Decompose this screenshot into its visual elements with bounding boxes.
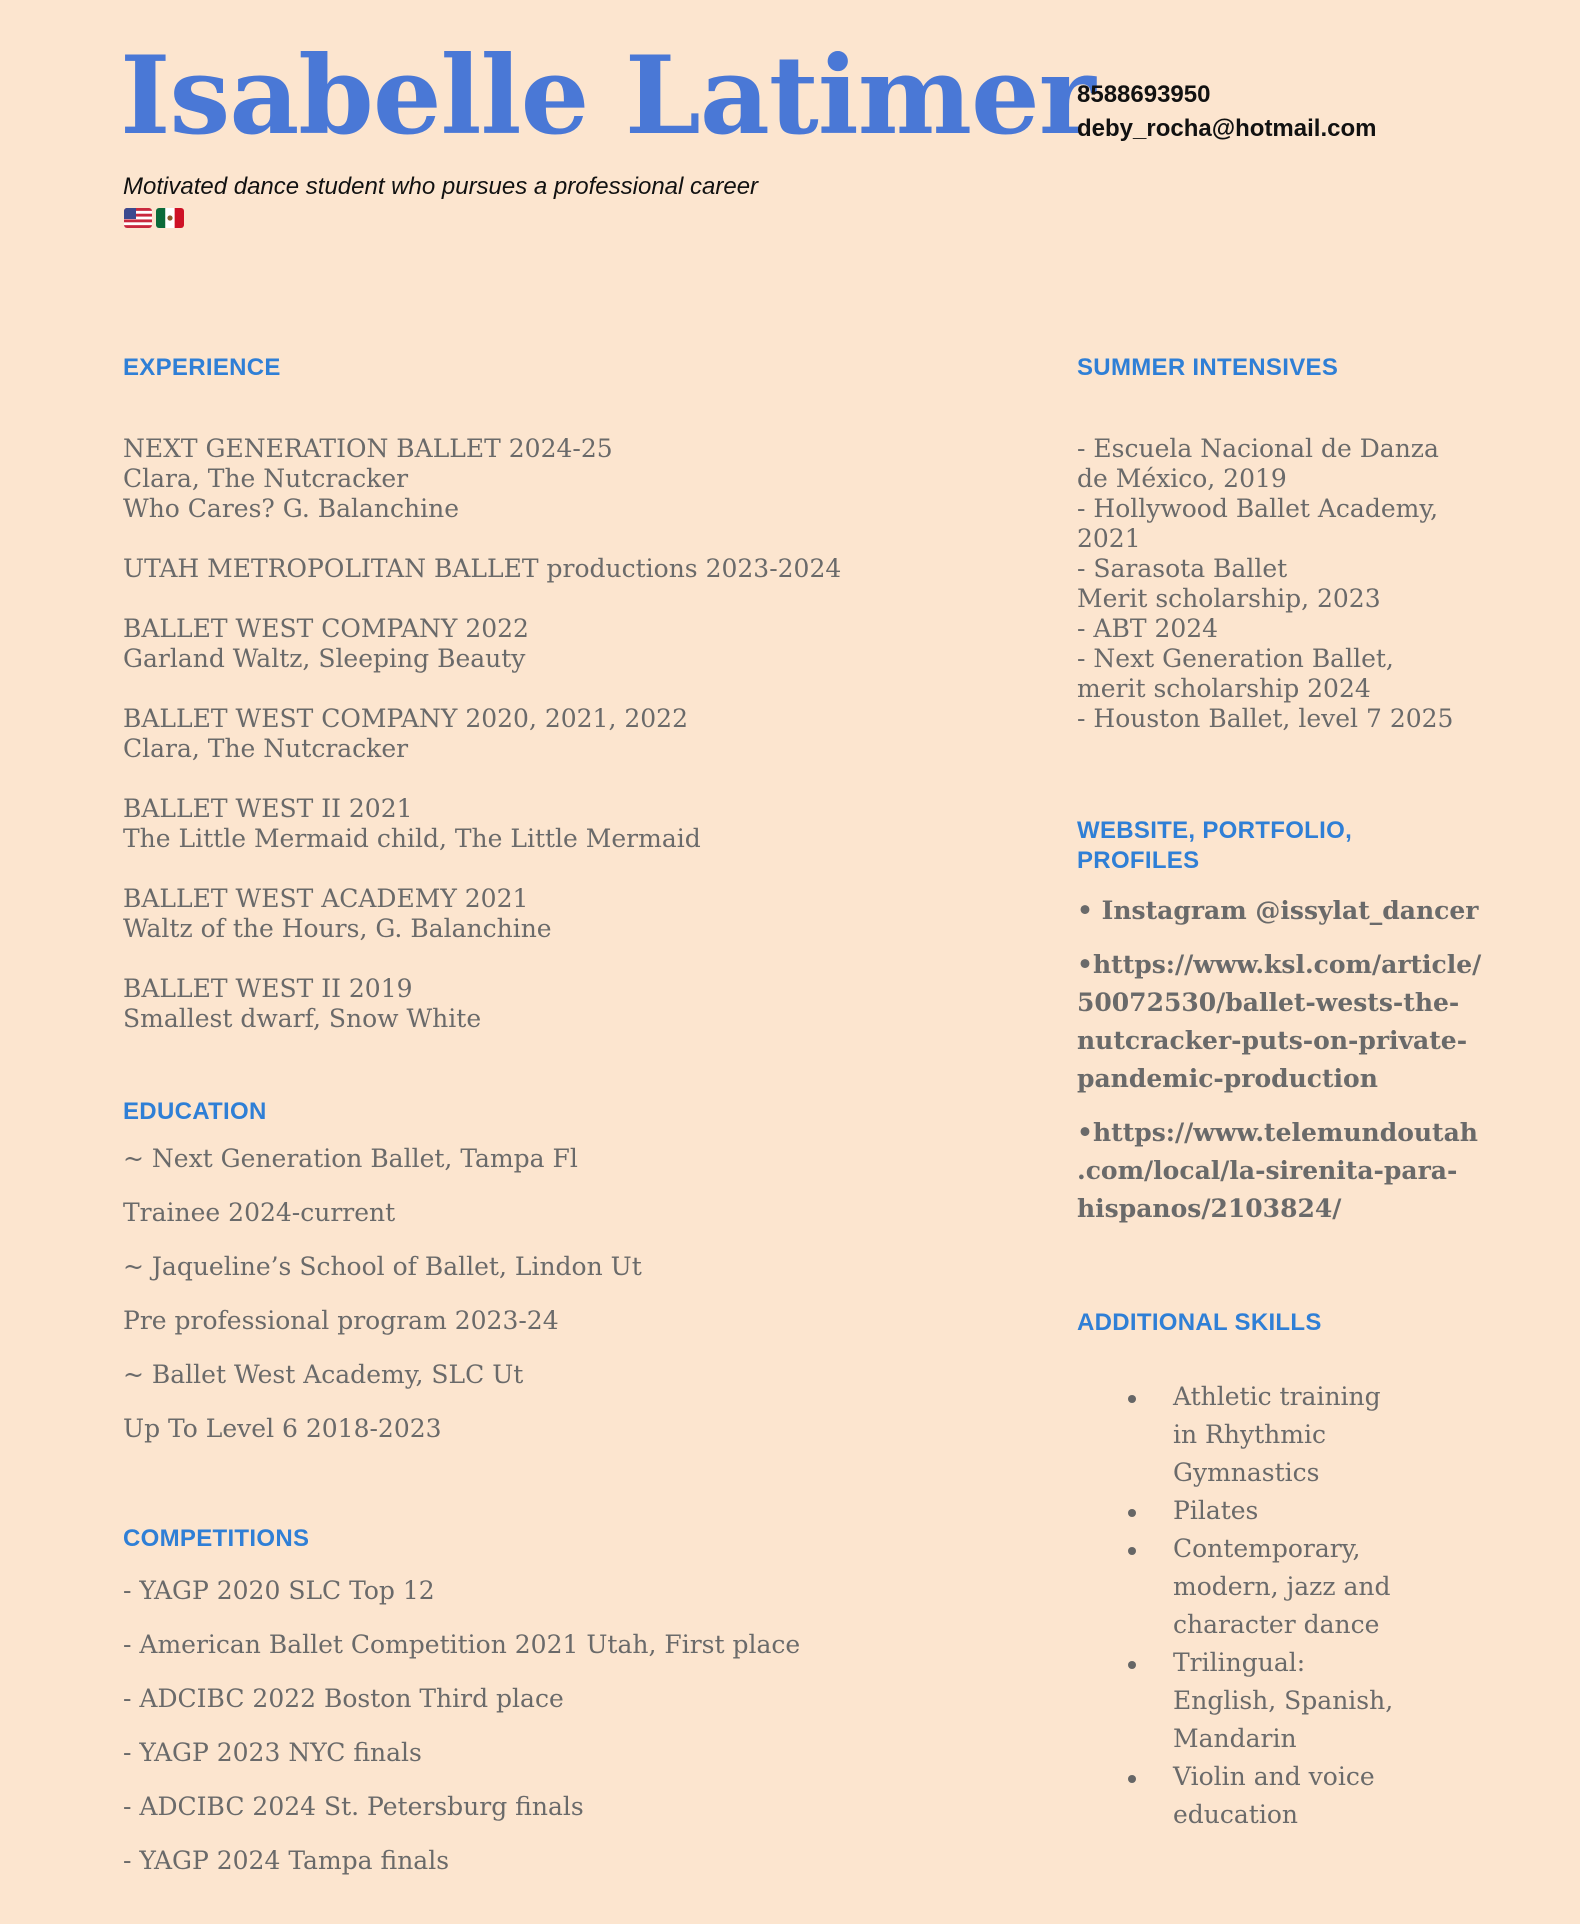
competition-line: - YAGP 2023 NYC finals xyxy=(123,1738,422,1767)
email-address: deby_rocha@hotmail.com xyxy=(1077,115,1377,142)
contact-info xyxy=(1077,78,1376,146)
experience-line: UTAH METROPOLITAN BALLET productions 2023-2024 xyxy=(123,554,842,583)
phone-number: 8588693950 xyxy=(1077,81,1211,108)
summer-line: - Next Generation Ballet, xyxy=(1077,644,1394,673)
competition-line: - YAGP 2020 SLC Top 12 xyxy=(123,1576,435,1605)
experience-line: BALLET WEST COMPANY 2020, 2021, 2022 xyxy=(123,704,688,733)
summer-line: - Hollywood Ballet Academy, xyxy=(1077,494,1439,523)
summer-line: - ABT 2024 xyxy=(1077,614,1219,643)
experience-line: Waltz of the Hours, G. Balanchine xyxy=(123,914,552,943)
website-heading-line: WEBSITE, PORTFOLIO, xyxy=(1077,817,1353,844)
education-line: Up To Level 6 2018-2023 xyxy=(123,1414,442,1443)
summer-line: - Sarasota Ballet xyxy=(1077,554,1288,583)
education-line: Trainee 2024-current xyxy=(123,1198,396,1227)
experience-line: BALLET WEST II 2021 xyxy=(123,794,413,823)
experience-heading: EXPERIENCE xyxy=(123,354,281,381)
competition-line: - American Ballet Competition 2021 Utah, First place xyxy=(123,1630,801,1659)
summer-line: merit scholarship 2024 xyxy=(1077,674,1371,703)
ksl-article-link[interactable]: •https://www.ksl.com/article/ xyxy=(1077,950,1482,979)
experience-list xyxy=(123,434,841,1034)
ksl-article-link[interactable]: nutcracker-puts-on-private- xyxy=(1077,1026,1468,1055)
summer-line: - Houston Ballet, level 7 2025 xyxy=(1077,704,1454,733)
experience-line: Garland Waltz, Sleeping Beauty xyxy=(123,644,526,673)
flags xyxy=(124,208,184,228)
summer-line: Merit scholarship, 2023 xyxy=(1077,584,1381,613)
education-line: ~ Ballet West Academy, SLC Ut xyxy=(123,1360,524,1389)
us-flag-icon xyxy=(124,208,152,228)
instagram-handle[interactable]: • Instagram @issylat_dancer xyxy=(1077,896,1479,925)
experience-line: Clara, The Nutcracker xyxy=(123,734,409,763)
name-title: Isabelle Latimer xyxy=(120,33,1095,159)
education-list xyxy=(123,1144,642,1468)
experience-line: BALLET WEST COMPANY 2022 xyxy=(123,614,529,643)
education-line: Pre professional program 2023-24 xyxy=(123,1306,559,1335)
additional-skills-heading: ADDITIONAL SKILLS xyxy=(1077,1309,1322,1336)
experience-line: Who Cares? G. Balanchine xyxy=(123,494,459,523)
ksl-article-link[interactable]: 50072530/ballet-wests-the- xyxy=(1077,988,1460,1017)
experience-line: BALLET WEST II 2019 xyxy=(123,974,413,1003)
education-line: ~ Next Generation Ballet, Tampa Fl xyxy=(123,1144,578,1173)
skill-item: Pilates xyxy=(1122,1492,1412,1530)
competitions-heading: COMPETITIONS xyxy=(123,1525,310,1552)
experience-line: BALLET WEST ACADEMY 2021 xyxy=(123,884,529,913)
competition-line: - ADCIBC 2022 Boston Third place xyxy=(123,1684,564,1713)
skill-item: Violin and voice education xyxy=(1122,1758,1412,1834)
experience-line: Smallest dwarf, Snow White xyxy=(123,1004,482,1033)
competition-line: - ADCIBC 2024 St. Petersburg finals xyxy=(123,1792,584,1821)
summer-line: 2021 xyxy=(1077,524,1141,553)
competition-line: - YAGP 2024 Tampa finals xyxy=(123,1846,450,1875)
education-line: ~ Jaqueline’s School of Ballet, Lindon Ut xyxy=(123,1252,642,1281)
website-heading xyxy=(1077,816,1352,876)
telemundo-link[interactable]: hispanos/2103824/ xyxy=(1077,1194,1342,1223)
mexico-flag-icon xyxy=(156,208,184,228)
telemundo-link[interactable]: •https://www.telemundoutah xyxy=(1077,1118,1478,1147)
education-heading: EDUCATION xyxy=(123,1098,267,1125)
skills-list xyxy=(1122,1378,1412,1834)
summer-intensives-heading: SUMMER INTENSIVES xyxy=(1077,354,1339,381)
ksl-article-link[interactable]: pandemic-production xyxy=(1077,1064,1378,1093)
skill-item: Contemporary, modern, jazz and character dance xyxy=(1122,1530,1412,1644)
skill-item: Trilingual: English, Spanish, Mandarin xyxy=(1122,1644,1412,1758)
website-heading-line: PROFILES xyxy=(1077,847,1200,874)
summer-line: - Escuela Nacional de Danza xyxy=(1077,434,1439,463)
competitions-list xyxy=(123,1576,800,1900)
skill-item: Athletic training in Rhythmic Gymnastics xyxy=(1122,1378,1412,1492)
summer-intensives-list xyxy=(1077,434,1453,734)
experience-line: Clara, The Nutcracker xyxy=(123,464,409,493)
tagline: Motivated dance student who pursues a professional career xyxy=(123,173,759,200)
telemundo-link[interactable]: .com/local/la-sirenita-para- xyxy=(1077,1156,1458,1185)
experience-line: NEXT GENERATION BALLET 2024-25 xyxy=(123,434,613,463)
experience-line: The Little Mermaid child, The Little Mermaid xyxy=(123,824,701,853)
website-links xyxy=(1077,892,1481,1228)
summer-line: de México, 2019 xyxy=(1077,464,1287,493)
